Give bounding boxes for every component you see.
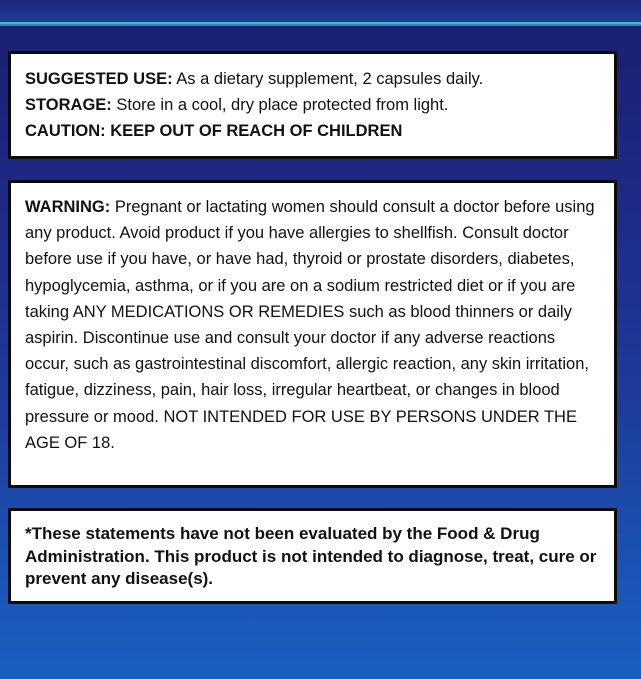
storage-text: Store in a cool, dry place protected from light. — [116, 96, 449, 114]
storage-label: STORAGE: — [25, 96, 112, 114]
warning-paragraph — [25, 194, 600, 456]
caution-text: CAUTION: KEEP OUT OF REACH OF CHILDREN — [25, 122, 403, 140]
warning-panel — [8, 180, 617, 488]
top-band — [0, 0, 641, 24]
suggested-use-text: As a dietary supplement, 2 capsules daily. — [176, 70, 484, 88]
caution-line — [25, 118, 600, 144]
suggested-use-line — [25, 66, 600, 92]
suggested-use-label: SUGGESTED USE: — [25, 70, 173, 88]
fda-disclaimer-text: *These statements have not been evaluated by the Food & Drug Administration. This product is not intended to diagnose, treat, cure or prevent any disease(s). — [25, 524, 597, 588]
fda-disclaimer-panel — [8, 508, 617, 604]
storage-line — [25, 92, 600, 118]
warning-text: Pregnant or lactating women should consult a doctor before using any product. Avoid product if you have allergies to shellfish. Consult doctor before use if you have, or have had, thyroid or prostate disorders, diabetes, hypoglycemia, asthma, or if you are on a sodium restricted diet or if you are taking ANY MEDICATIONS OR REMEDIES such as blood thinners or daily aspirin. Discontinue use and consult your doctor if any adverse reactions occur, such as gastrointestinal discomfort, allergic reaction, any skin irritation, fatigue, dizziness, pain, hair loss, irregular heartbeat, or changes in blood pressure or mood. NOT INTENDED FOR USE BY PERSONS UNDER THE AGE OF 18. — [25, 198, 595, 452]
top-accent-line-blue — [0, 24, 641, 26]
warning-label: WARNING: — [25, 198, 111, 216]
usage-panel — [8, 51, 617, 159]
